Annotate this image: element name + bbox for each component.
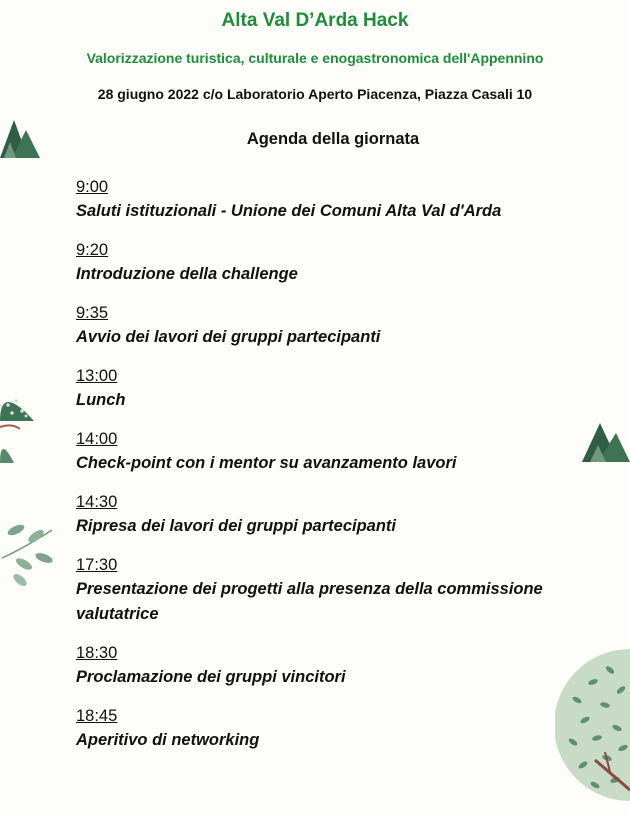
agenda-item [76, 175, 596, 224]
agenda-item [76, 704, 596, 753]
leaf-branch-icon [0, 518, 56, 586]
agenda-time: 18:45 [76, 707, 118, 725]
agenda-item [76, 490, 596, 539]
agenda-time: 18:30 [76, 644, 118, 662]
mountains-icon [580, 415, 630, 463]
agenda-description: Saluti istituzionali - Unione dei Comuni Alta Val d'Arda [76, 202, 502, 220]
agenda-time: 13:00 [76, 367, 118, 385]
agenda-time: 9:20 [76, 241, 109, 259]
agenda-time: 14:30 [76, 493, 118, 511]
agenda-item [76, 301, 596, 350]
agenda-item [76, 364, 596, 413]
agenda-time: 9:35 [76, 304, 109, 322]
agenda-description: Presentazione dei progetti alla presenza della commissione valutatrice [76, 580, 543, 623]
agenda-description: Check-point con i mentor su avanzamento lavori [76, 454, 457, 472]
agenda-heading: Agenda della giornata [246, 130, 420, 148]
agenda-time: 9:00 [76, 178, 109, 196]
agenda-description: Introduzione della challenge [76, 265, 298, 283]
agenda-item [76, 238, 596, 287]
event-title: Alta Val D’Arda Hack [221, 10, 409, 31]
agenda-description: Ripresa dei lavori dei gruppi partecipanti [76, 517, 396, 535]
mountains-icon [0, 112, 42, 160]
agenda-time: 17:30 [76, 556, 118, 574]
agenda-description: Avvio dei lavori dei gruppi partecipanti [76, 328, 381, 346]
event-date-location: 28 giugno 2022 c/o Laboratorio Aperto Piacenza, Piazza Casali 10 [97, 86, 533, 102]
agenda-item [76, 641, 596, 690]
agenda-time: 14:00 [76, 430, 118, 448]
agenda-description: Proclamazione dei gruppi vincitori [76, 668, 346, 686]
event-subtitle: Valorizzazione turistica, culturale e enogastronomica dell'Appennino [86, 50, 544, 66]
agenda-description: Aperitivo di networking [76, 731, 260, 749]
tree-crown-icon [0, 383, 36, 465]
agenda-list [76, 175, 596, 767]
agenda-description: Lunch [76, 391, 126, 409]
tree-icon [555, 640, 630, 816]
agenda-item [76, 553, 596, 627]
agenda-item [76, 427, 596, 476]
